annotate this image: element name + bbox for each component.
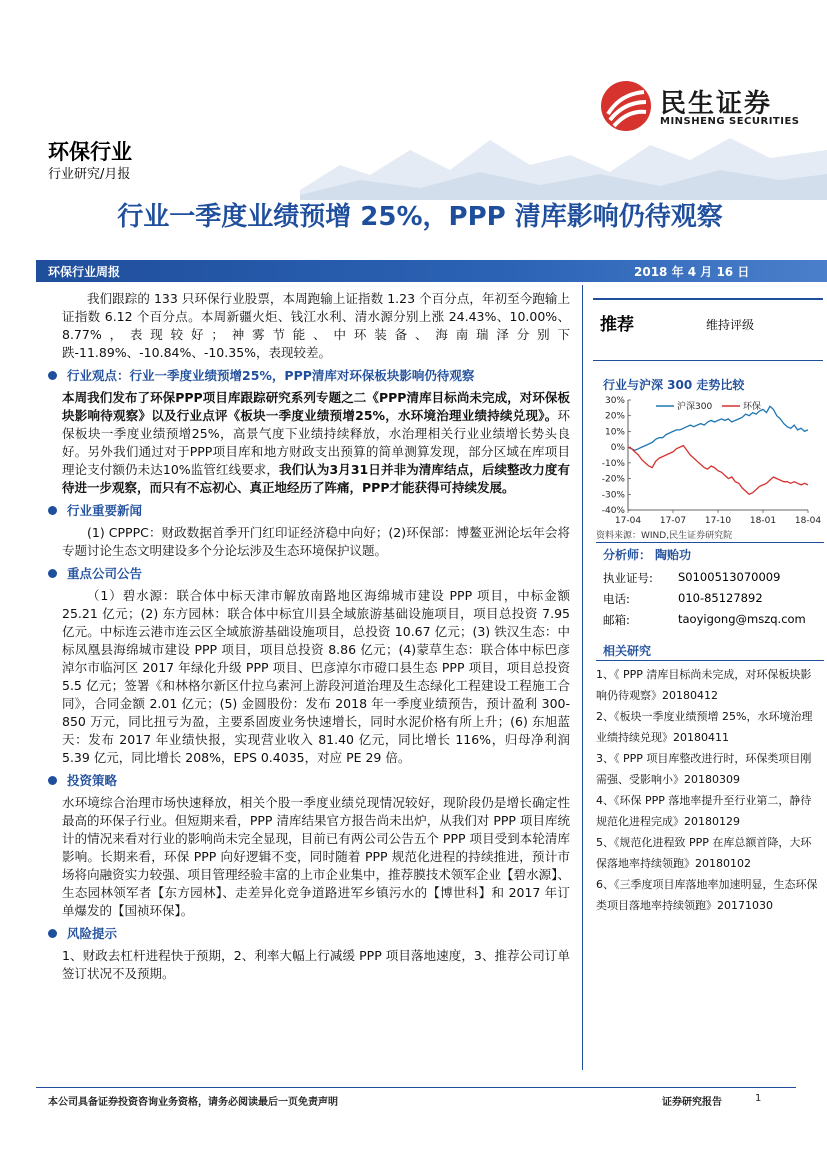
- contact-phone: 电话: 010-85127892: [603, 591, 763, 606]
- brand-name-en: MINSHENG SECURITIES: [660, 116, 800, 127]
- section-investment-strategy: 投资策略: [48, 772, 570, 790]
- x-tick-label: 17-07: [659, 516, 687, 526]
- bullet-icon: [48, 371, 57, 380]
- strategy-paragraph: 水环境综合治理市场快速释放，相关个股一季度业绩兑现情况较好，现阶段仍是增长确定性最高的环保子行业。但短期来看，PPP 清库结果官方报告尚未出炉，从我们对 PPP 项目库统计的情况来看对行业的影响尚未完全显现，目前已有两公司公告五个 PPP 项目受到本轮清库影响。长期来看，环保 PPP 向好逻辑不变，同时随着 PPP 规范化进程的持续推进，预计市场将向融资实力较强、项目管理经验丰富的上市企业集中，推荐膜技术领军企业【碧水源】、生态园林领军者【东方园林】、走差异化竞争道路进军乡镇污水的【博世科】和 2017 年订单爆发的【国祯环保】。: [62, 795, 570, 918]
- related-item[interactable]: 2、《板块一季度业绩预增 25%，水环境治理业绩持续兑现》20180411: [596, 710, 813, 744]
- main-column: [62, 290, 570, 983]
- x-tick-label: 17-04: [614, 516, 642, 526]
- related-item[interactable]: 3、《 PPP 项目库整改进行时，环保类项目刚需强、受影响小》20180309: [596, 752, 812, 786]
- y-tick-label: -30%: [601, 490, 625, 501]
- view-paragraph: [62, 389, 570, 497]
- bullet-icon: [48, 569, 57, 578]
- footer-disclaimer: 本公司具备证券投资咨询业务资格，请务必阅读最后一页免责声明: [48, 1097, 338, 1108]
- x-tick-label: 18-01: [749, 516, 777, 526]
- report-type: 行业研究/月报: [48, 167, 131, 182]
- x-tick-label: 18-04: [794, 516, 822, 526]
- y-tick-label: -10%: [601, 458, 625, 469]
- view-p2: 环保板块一季度业绩预增25%，高景气度下业绩持续释放，水治理相关行业业绩增长势头良好。另外我们通过对于PPP项目库和地方财政支出预算的简单测算发现，部分区域在库项目理论支付额仍未达10%监管红线要求，: [62, 408, 570, 477]
- y-tick-label: -40%: [601, 506, 625, 516]
- column-divider: [582, 285, 583, 1070]
- related-heading: 相关研究: [603, 644, 652, 658]
- report-date: 2018 年 4 月 16 日: [634, 265, 750, 279]
- y-tick-label: 30%: [604, 396, 625, 406]
- company-paragraph: （1）碧水源：联合体中标天津市解放南路地区海绵城市建设 PPP 项目，中标金额 25.21 亿元；(2) 东方园林：联合体中标宜川县全域旅游基础设施项目，项目总投资 7.95 亿元。中标连云港市连云区全域旅游基础设施项目，总投资 10.67 亿元；(3) 铁汉生态：中标凤凰县海绵城市建设 PPP 项目，项目总投资 8.86 亿元；(4)蒙草生态：联合体中标巴彦淖尔市临河区 2017 年绿化升级 PPP 项目、巴彦淖尔市磴口县生态 PPP 项目，项目总投资 5.5 亿元；签署《和林格尔新区什拉乌素河上游段河道治理及生态绿化工程建设工程施工合同》，合同金额 2.01 亿元；(5) 金圆股份：发布 2018 年一季度业绩预告，预计盈利 300-850 万元，同比扭亏为盈，主要系固废业务快速增长，同时水泥价格有所上升；(6) 东旭蓝天：发布 2017 年业绩快报，实现营业收入 81.40 亿元，同比增长 116%，归母净利润 5.39 亿元，同比增长 208%，EPS 0.4035，对应 PE 29 倍。: [62, 588, 570, 765]
- contact-email[interactable]: 邮箱: taoyigong@mszq.com: [603, 612, 806, 627]
- bullet-icon: [48, 506, 57, 515]
- footer-report-label: 证券研究报告: [662, 1097, 722, 1108]
- legend-label: 沪深300: [677, 402, 713, 412]
- analyst-heading: 分析师： 陶贻功: [603, 548, 692, 562]
- section-risk: 风险提示: [48, 925, 570, 943]
- rating-label: 推荐: [600, 315, 634, 335]
- analyst-divider: [596, 542, 824, 543]
- related-item[interactable]: 6、《三季度项目库落地率加速明显，生态环保类项目落地率持续领跑》20171030: [596, 878, 818, 912]
- view-p3: 我们认为3月31日并非为清库结点，后续整改力度有待进一步观察，而只有不忘初心、真正地经历了阵痛，PPP才能获得可持续发展。: [62, 462, 570, 495]
- analyst-name: 陶贻功: [655, 548, 692, 562]
- intro-paragraph: 我们跟踪的 133 只环保行业股票，本周跑输上证指数 1.23 个百分点，年初至今跑输上证指数 6.12 个百分点。本周新疆火炬、钱江水利、清水源分别上涨 24.43%、10.00%、8.77%，表现较好；神雾节能、中环装备、海南瑞泽分别下跌-11.89%、-10.84%、-10.35%，表现较差。: [62, 291, 570, 360]
- brand-name-cn: 民生证券: [660, 89, 773, 119]
- risk-paragraph: 1、财政去杠杆进程快于预期，2、利率大幅上行减缓 PPP 项目落地速度，3、推荐公司订单签订状况不及预期。: [62, 948, 570, 981]
- y-tick-label: 0%: [610, 443, 625, 454]
- trend-chart: [594, 392, 826, 527]
- industry-label: 环保行业: [48, 140, 132, 164]
- page-number: 1: [755, 1093, 762, 1104]
- related-item[interactable]: 4、《环保 PPP 落地率提升至行业第二，静待规范化进程完成》20180129: [596, 794, 812, 828]
- report-series-label: 环保行业周报: [48, 265, 121, 279]
- x-tick-label: 17-10: [704, 516, 732, 526]
- series-line-env: [628, 446, 808, 495]
- rating-value: 维持评级: [706, 318, 755, 332]
- report-title: 行业一季度业绩预增 25%，PPP 清库影响仍待观察: [117, 202, 723, 232]
- bullet-icon: [48, 929, 57, 938]
- related-list: [596, 664, 822, 916]
- related-item[interactable]: 1、《 PPP 清库目标尚未完成，对环保板块影响仍待观察》20180412: [596, 668, 812, 702]
- related-divider: [596, 660, 824, 661]
- legend-label: 环保: [743, 402, 762, 412]
- chart-heading: 行业与沪深 300 走势比较: [603, 378, 745, 392]
- section-industry-news: 行业重要新闻: [48, 502, 570, 520]
- y-tick-label: -20%: [601, 474, 625, 485]
- series-line-hs300: [628, 406, 808, 450]
- y-tick-label: 10%: [604, 427, 625, 438]
- footer-divider: [36, 1087, 796, 1088]
- view-p1: 本周我们发布了环保PPP项目库跟踪研究系列专题之二《PPP清库目标尚未完成，对环保板块影响待观察》以及行业点评《板块一季度业绩预增25%，水环境治理业绩持续兑现》。: [62, 390, 570, 423]
- y-tick-label: 20%: [604, 411, 625, 422]
- section-company-announcements: 重点公司公告: [48, 565, 570, 583]
- bullet-icon: [48, 776, 57, 785]
- minsheng-logo-icon: [600, 80, 652, 132]
- contact-license: 执业证号: S0100513070009: [603, 570, 781, 585]
- news-paragraph: (1) CPPPC：财政数据首季开门红印证经济稳中向好；(2)环保部：博鳌亚洲论坛年会将专题讨论生态文明建设多个分论坛涉及生态环境保护议题。: [62, 525, 570, 558]
- related-item[interactable]: 5、《规范化进程致 PPP 在库总额首降，大环保落地率持续领跑》20180102: [596, 836, 812, 870]
- section-industry-view: 行业观点：行业一季度业绩预增25%，PPP清库对环保板块影响仍待观察: [48, 367, 570, 385]
- chart-source: 资料来源：WIND,民生证券研究院: [596, 531, 733, 541]
